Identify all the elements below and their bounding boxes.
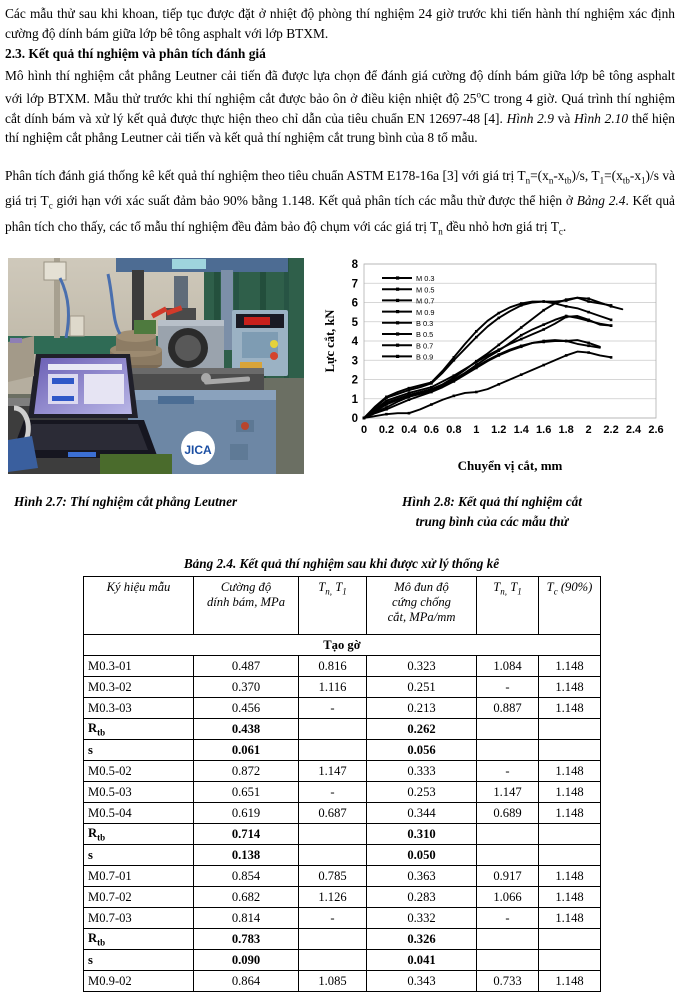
cell-sample-id: M0.9-02 xyxy=(84,971,194,992)
cell-t-value-2: - xyxy=(477,761,539,782)
table-row xyxy=(84,803,601,824)
chart-series-marker xyxy=(430,403,433,406)
cell-bond-strength: 0.714 xyxy=(194,824,299,845)
chart-legend-marker xyxy=(396,310,399,313)
table-row xyxy=(84,950,601,971)
cell-t-value-2: 0.917 xyxy=(477,866,539,887)
cell-t-value-2 xyxy=(477,929,539,950)
cell-t-value-1 xyxy=(299,824,367,845)
chart-series-marker xyxy=(475,361,478,364)
chart-legend-marker xyxy=(396,321,399,324)
cell-shear-modulus: 0.283 xyxy=(367,887,477,908)
figure-2-7-caption: Hình 2.7: Thí nghiệm cắt phẳng Leutner xyxy=(14,494,238,509)
chart-series-marker xyxy=(542,364,545,367)
chart-series-marker xyxy=(385,399,388,402)
chart-series-marker xyxy=(520,345,523,348)
cell-sample-id: M0.7-02 xyxy=(84,887,194,908)
chart-series-marker xyxy=(453,374,456,377)
table-2-4-caption: Bảng 2.4. Kết quả thí nghiệm sau khi được xử lý thống kê xyxy=(183,556,500,571)
chart-series-marker xyxy=(385,396,388,399)
chart-series-marker xyxy=(587,300,590,303)
chart-series-marker xyxy=(520,338,523,341)
chart-series-marker xyxy=(408,387,411,390)
cell-shear-modulus: 0.253 xyxy=(367,782,477,803)
chart-series-marker xyxy=(475,330,478,333)
table-row xyxy=(84,908,601,929)
chart-series-marker xyxy=(542,323,545,326)
chart-legend-label: B 0.9 xyxy=(416,352,434,362)
table-section-label: Tạo gờ xyxy=(84,635,601,656)
cell-sample-id: M0.3-01 xyxy=(84,656,194,677)
chart-series-marker xyxy=(408,392,411,395)
table-section-row xyxy=(84,635,601,656)
section-heading-2-3: 2.3. Kết quả thí nghiệm và phân tích đánh giá xyxy=(5,46,266,61)
cell-sample-id: $R_{tb}$ xyxy=(84,929,194,950)
lab-photo-illustration xyxy=(8,258,304,474)
cell-shear-modulus: 0.310 xyxy=(367,824,477,845)
cell-bond-strength: 0.370 xyxy=(194,677,299,698)
table-row xyxy=(84,782,601,803)
table-row xyxy=(84,698,601,719)
paragraph-intro: Các mẫu thử sau khi khoan, tiếp tục được đặt ở nhiệt độ phòng thí nghiệm 24 giờ trước khi tiến hành thí nghiệm xác định cường độ dính bám giữa lớp bê tông asphalt với lớp BTXM. xyxy=(5,6,675,41)
chart-y-axis-title: Lực cắt, kN xyxy=(323,309,337,373)
figure-chart-shear-curves xyxy=(322,258,672,478)
cell-sample-id: s xyxy=(84,845,194,866)
figure-2-8-caption-line1: Hình 2.8: Kết quả thí nghiệm cắt xyxy=(402,494,582,509)
figure-2-8-caption-line2: trung bình của các mẫu thử xyxy=(415,514,569,529)
jica-logo-text: JICA xyxy=(184,443,212,457)
table-row xyxy=(84,761,601,782)
chart-x-tick-label: 1.2 xyxy=(491,424,507,436)
table-head xyxy=(84,577,601,635)
chart-series-marker xyxy=(385,413,388,416)
paragraph-method xyxy=(5,66,675,148)
cell-t-value-2: 1.147 xyxy=(477,782,539,803)
chart-y-tick-label: 5 xyxy=(351,316,358,329)
chart-x-tick-label: 2.6 xyxy=(648,424,664,436)
cell-sample-id: M0.5-03 xyxy=(84,782,194,803)
table-row xyxy=(84,887,601,908)
chart-series-marker xyxy=(520,334,523,337)
chart-series-marker xyxy=(610,324,613,327)
cell-t-value-1 xyxy=(299,719,367,740)
cell-t-value-1: 0.816 xyxy=(299,656,367,677)
chart-legend-marker xyxy=(396,276,399,279)
chart-series-marker xyxy=(497,344,500,347)
chart-series-marker xyxy=(408,412,411,415)
cell-t-value-2: 1.084 xyxy=(477,656,539,677)
cell-tc xyxy=(539,950,601,971)
cell-tc: 1.148 xyxy=(539,782,601,803)
cell-bond-strength: 0.651 xyxy=(194,782,299,803)
figure-2-8-caption xyxy=(322,492,662,532)
chart-series-marker xyxy=(453,380,456,383)
cell-t-value-2: - xyxy=(477,677,539,698)
chart-legend-label: B 0.3 xyxy=(416,319,434,328)
chart-series-marker xyxy=(497,348,500,351)
cell-t-value-1: 0.785 xyxy=(299,866,367,887)
chart-legend-label: B 0.5 xyxy=(416,330,434,340)
chart-x-axis-title: Chuyển vị cắt, mm xyxy=(457,458,563,473)
cell-shear-modulus: 0.333 xyxy=(367,761,477,782)
chart-y-tick-label: 2 xyxy=(351,374,358,387)
cell-t-value-1 xyxy=(299,950,367,971)
cell-tc: 1.148 xyxy=(539,677,601,698)
cell-sample-id: M0.7-01 xyxy=(84,866,194,887)
col-header-tc: $T_c$ (90%) xyxy=(539,577,601,635)
cell-t-value-2 xyxy=(477,950,539,971)
cell-tc xyxy=(539,845,601,866)
cell-sample-id: M0.5-02 xyxy=(84,761,194,782)
chart-series-marker xyxy=(430,386,433,389)
chart-legend-marker xyxy=(396,299,399,302)
chart-series-marker xyxy=(520,373,523,376)
chart-legend-marker xyxy=(396,355,399,358)
cell-shear-modulus: 0.332 xyxy=(367,908,477,929)
cell-shear-modulus: 0.343 xyxy=(367,971,477,992)
cell-shear-modulus: 0.050 xyxy=(367,845,477,866)
chart-legend-label: M 0.5 xyxy=(416,285,435,295)
table-row xyxy=(84,824,601,845)
cell-bond-strength: 0.619 xyxy=(194,803,299,824)
chart-y-tick-label: 4 xyxy=(351,336,358,348)
cell-tc: 1.148 xyxy=(539,866,601,887)
table-row xyxy=(84,719,601,740)
cell-sample-id: M0.3-03 xyxy=(84,698,194,719)
chart-series-marker xyxy=(363,417,366,420)
cell-bond-strength: 0.138 xyxy=(194,845,299,866)
cell-t-value-1: 0.687 xyxy=(299,803,367,824)
chart-series-marker xyxy=(587,297,590,300)
cell-bond-strength: 0.814 xyxy=(194,908,299,929)
table-row xyxy=(84,845,601,866)
chart-series-marker xyxy=(497,383,500,386)
table-row xyxy=(84,971,601,992)
cell-t-value-2: 0.887 xyxy=(477,698,539,719)
paragraph-statistics xyxy=(5,166,675,242)
cell-t-value-1: - xyxy=(299,908,367,929)
chart-x-tick-label: 0.6 xyxy=(423,424,440,436)
chart-x-tick-label: 1 xyxy=(473,424,480,436)
chart-series-marker xyxy=(385,403,388,406)
chart-y-tick-label: 6 xyxy=(351,297,358,310)
chart-series-marker xyxy=(475,367,478,370)
cell-bond-strength: 0.864 xyxy=(194,971,299,992)
chart-series-marker xyxy=(565,316,568,319)
figure-photo-leutner-test xyxy=(8,258,304,474)
cell-sample-id: $R_{tb}$ xyxy=(84,824,194,845)
cell-shear-modulus: 0.363 xyxy=(367,866,477,887)
cell-tc: 1.148 xyxy=(539,971,601,992)
chart-series-marker xyxy=(542,340,545,343)
cell-t-value-2 xyxy=(477,824,539,845)
chart-series-marker xyxy=(475,391,478,394)
table-row xyxy=(84,656,601,677)
cell-tc xyxy=(539,824,601,845)
cell-t-value-2 xyxy=(477,740,539,761)
chart-series-marker xyxy=(497,312,500,315)
cell-t-value-2 xyxy=(477,845,539,866)
chart-legend-label: M 0.7 xyxy=(416,296,435,306)
shear-force-displacement-chart xyxy=(322,258,672,478)
cell-tc: 1.148 xyxy=(539,656,601,677)
cell-shear-modulus: 0.344 xyxy=(367,803,477,824)
chart-series-marker xyxy=(587,319,590,322)
chart-series-marker xyxy=(565,305,568,308)
col-header-bond-strength: Cường độ dính bám, MPa xyxy=(194,577,299,635)
chart-series-marker xyxy=(520,326,523,329)
cell-t-value-1 xyxy=(299,929,367,950)
chart-series-marker xyxy=(565,354,568,357)
chart-x-tick-label: 2.2 xyxy=(603,424,619,436)
chart-x-tick-label: 0.4 xyxy=(401,424,417,436)
chart-series-marker xyxy=(565,298,568,301)
chart-series-marker xyxy=(542,328,545,331)
chart-y-tick-label: 1 xyxy=(351,393,358,406)
cell-t-value-1 xyxy=(299,845,367,866)
cell-t-value-1: 1.116 xyxy=(299,677,367,698)
cell-sample-id: M0.5-04 xyxy=(84,803,194,824)
cell-shear-modulus: 0.056 xyxy=(367,740,477,761)
cell-bond-strength: 0.854 xyxy=(194,866,299,887)
cell-t-value-2 xyxy=(477,719,539,740)
chart-x-tick-label: 0.8 xyxy=(446,424,462,436)
cell-shear-modulus: 0.213 xyxy=(367,698,477,719)
chart-series-marker xyxy=(610,356,613,359)
chart-series-marker xyxy=(497,317,500,320)
chart-series-marker xyxy=(610,305,613,308)
cell-sample-id: s xyxy=(84,950,194,971)
cell-t-value-1: 1.147 xyxy=(299,761,367,782)
chart-series-marker xyxy=(453,395,456,398)
cell-tc: 1.148 xyxy=(539,761,601,782)
cell-sample-id: $R_{tb}$ xyxy=(84,719,194,740)
chart-legend-label: M 0.3 xyxy=(416,274,435,284)
chart-series-marker xyxy=(587,342,590,345)
chart-y-tick-label: 8 xyxy=(351,259,358,271)
cell-bond-strength: 0.487 xyxy=(194,656,299,677)
cell-t-value-2: 0.733 xyxy=(477,971,539,992)
chart-legend-marker xyxy=(396,332,399,335)
cell-t-value-2: 1.066 xyxy=(477,887,539,908)
chart-series-marker xyxy=(408,396,411,399)
chart-series-marker xyxy=(453,356,456,359)
col-header-shear-modulus: Mô đun độ cứng chống cắt, MPa/mm xyxy=(367,577,477,635)
chart-series-marker xyxy=(430,381,433,384)
cell-bond-strength: 0.682 xyxy=(194,887,299,908)
cell-sample-id: M0.7-03 xyxy=(84,908,194,929)
cell-t-value-2: - xyxy=(477,908,539,929)
chart-x-tick-label: 1.6 xyxy=(536,424,552,436)
table-row xyxy=(84,929,601,950)
chart-x-tick-label: 2 xyxy=(585,424,592,436)
chart-y-tick-label: 0 xyxy=(351,413,358,425)
cell-bond-strength: 0.438 xyxy=(194,719,299,740)
cell-bond-strength: 0.872 xyxy=(194,761,299,782)
table-header-row xyxy=(84,577,601,635)
cell-tc: 1.148 xyxy=(539,698,601,719)
chart-legend-label: B 0.7 xyxy=(416,341,434,351)
cell-tc xyxy=(539,740,601,761)
chart-x-tick-label: 2.4 xyxy=(625,424,642,436)
cell-bond-strength: 0.456 xyxy=(194,698,299,719)
cell-sample-id: M0.3-02 xyxy=(84,677,194,698)
table-row xyxy=(84,740,601,761)
chart-legend-marker xyxy=(396,344,399,347)
cell-t-value-1: 1.126 xyxy=(299,887,367,908)
col-header-sample-id: Ký hiệu mẫu xyxy=(84,577,194,635)
chart-series-marker xyxy=(408,398,411,401)
table-row xyxy=(84,677,601,698)
cell-shear-modulus: 0.323 xyxy=(367,656,477,677)
chart-series-marker xyxy=(542,300,545,303)
chart-series-marker xyxy=(430,391,433,394)
cell-t-value-1 xyxy=(299,740,367,761)
cell-bond-strength: 0.783 xyxy=(194,929,299,950)
cell-sample-id: s xyxy=(84,740,194,761)
cell-t-value-2: 0.689 xyxy=(477,803,539,824)
table-row xyxy=(84,866,601,887)
cell-bond-strength: 0.090 xyxy=(194,950,299,971)
chart-series-marker xyxy=(475,336,478,339)
cell-t-value-1: - xyxy=(299,782,367,803)
cell-shear-modulus: 0.262 xyxy=(367,719,477,740)
paragraph-method-text: Mô hình thí nghiệm cắt phẳng Leutner cải tiến đã được lựa chọn để đánh giá cường độ dính bám giữa lớp bê tông asphalt với lớp BTXM. Mẫu thử trước khi thí nghiệm cắt được bảo ôn ở điều kiện nhiệt độ 25$^o$C trong 4 giờ. Quá trình thí nghiệm cắt dính bám và xử lý kết quả được thực hiện theo chỉ dẫn của tiêu chuẩn EN 12697-48 [4]. Hình 2.9 và Hình 2.10 thể hiện thí nghiệm cắt phẳng Leutner cải tiến và kết quả thí nghiệm cắt trung bình của 8 tổ mẫu. xyxy=(5,68,676,146)
chart-series-marker xyxy=(565,340,568,343)
cell-bond-strength: 0.061 xyxy=(194,740,299,761)
cell-shear-modulus: 0.251 xyxy=(367,677,477,698)
chart-series-marker xyxy=(587,351,590,354)
table-2-4-statistics xyxy=(83,576,601,992)
cell-shear-modulus: 0.041 xyxy=(367,950,477,971)
cell-t-value-1: 1.085 xyxy=(299,971,367,992)
cell-t-value-1: - xyxy=(299,698,367,719)
cell-tc xyxy=(539,929,601,950)
chart-series-marker xyxy=(385,408,388,411)
chart-x-tick-label: 1.4 xyxy=(513,424,529,436)
cell-tc xyxy=(539,719,601,740)
cell-tc: 1.148 xyxy=(539,887,601,908)
chart-series-marker xyxy=(587,311,590,314)
paragraph-statistics-text: Phân tích đánh giá thống kê kết quả thí nghiệm theo tiêu chuẩn ASTM E178-16a [3] với giá trị $T_n=(x_n-x_{tb})/s$, $T_1=(x_{tb}-x_1)/s$ và giá trị $T_c$ giới hạn với xác suất đảm bảo 90% bằng 1.148. Kết quả phân tích các mẫu thử được thể hiện ở Bảng 2.4. Kết quả phân tích cho thấy, các tổ mẫu thí nghiệm đều đảm bảo độ chụm với các giá trị $T_n$ đều nhỏ hơn giá trị $T_c$. xyxy=(5,168,675,237)
cell-shear-modulus: 0.326 xyxy=(367,929,477,950)
cell-tc: 1.148 xyxy=(539,908,601,929)
chart-series-marker xyxy=(610,319,613,322)
col-header-t-values-1: $T_{n,}$ $T_1$ xyxy=(299,577,367,635)
chart-y-tick-label: 3 xyxy=(351,355,358,368)
col-header-t-values-2: $T_{n,}$ $T_1$ xyxy=(477,577,539,635)
table-body xyxy=(84,635,601,992)
chart-x-tick-label: 0 xyxy=(360,424,368,436)
chart-y-tick-label: 7 xyxy=(351,278,358,291)
chart-legend-marker xyxy=(396,288,399,291)
chart-x-tick-label: 1.8 xyxy=(558,424,574,436)
chart-series-marker xyxy=(497,354,500,357)
chart-x-tick-label: 0.2 xyxy=(378,424,395,436)
chart-series-marker xyxy=(542,309,545,312)
chart-series-marker xyxy=(587,345,590,348)
cell-tc: 1.148 xyxy=(539,803,601,824)
chart-legend-label: M 0.9 xyxy=(416,307,435,317)
chart-series-marker xyxy=(520,302,523,305)
